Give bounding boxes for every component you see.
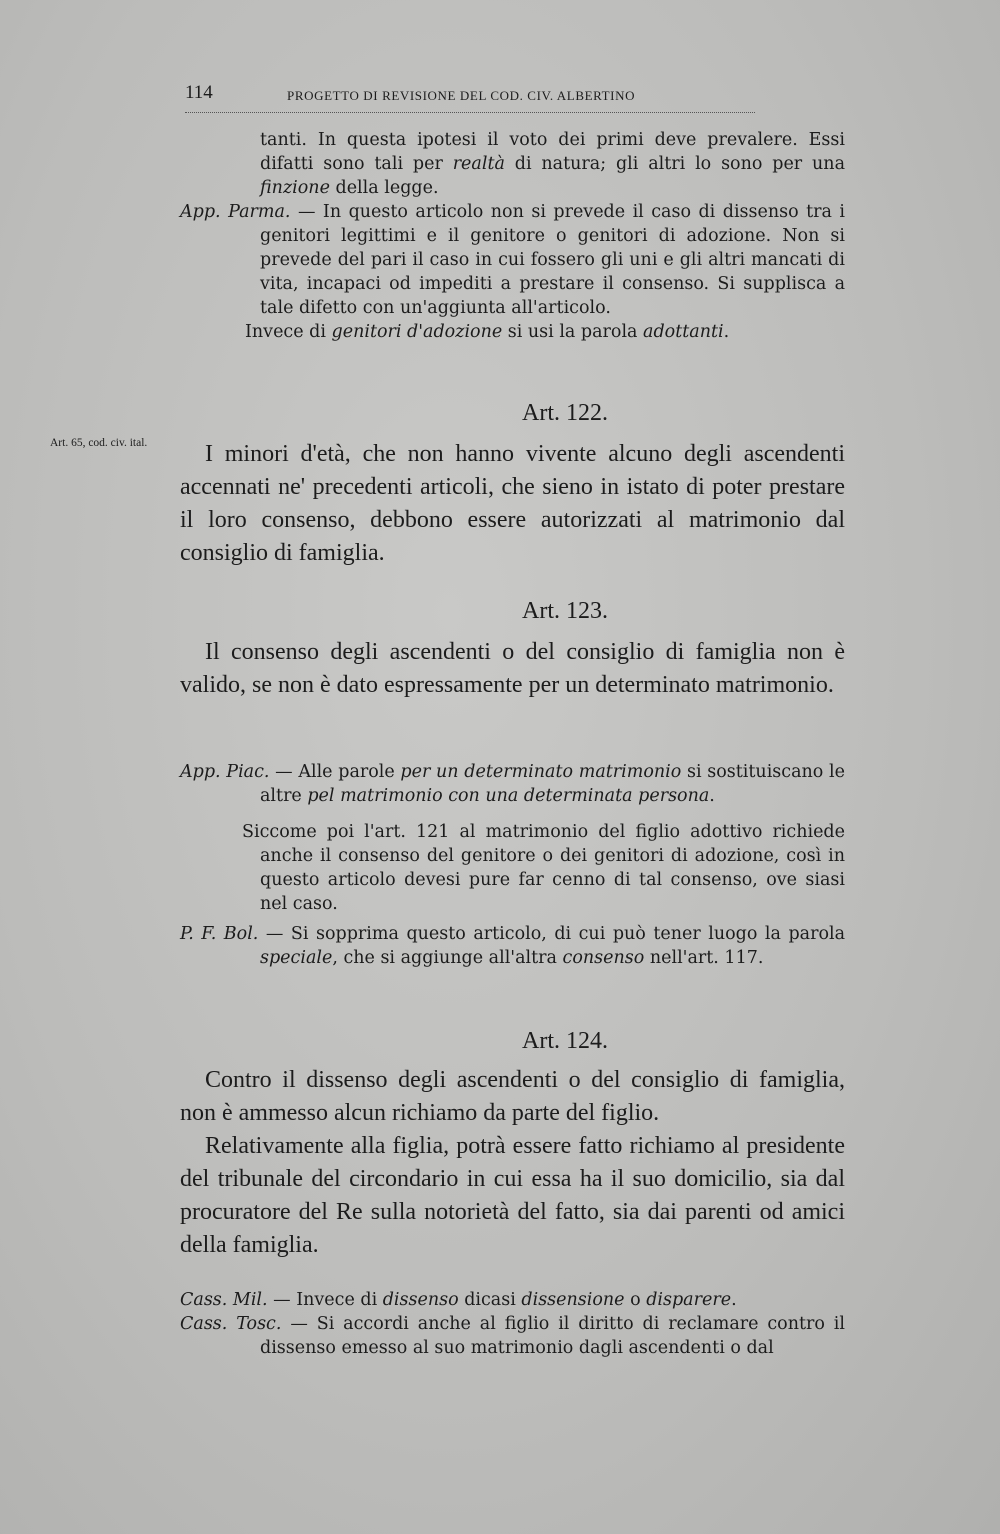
italic-run: realtà (452, 154, 505, 174)
note-adottanti (180, 320, 845, 344)
article-paragraph: Relativamente alla figlia, potrà essere fatto richiamo al presidente del tribunale del circondario in cui essa ha il suo domicilio, sia dal procuratore del Re sulla notorietà del fatto, sia dai parenti od amici della famiglia. (180, 1133, 845, 1258)
note-source: P. F. Bol. (180, 924, 259, 944)
running-title: PROGETTO DI REVISIONE DEL COD. CIV. ALBERTINO (287, 88, 636, 103)
text-run: , che si aggiunge all'altra (332, 948, 563, 968)
art-123-notes (180, 760, 845, 970)
note-cass-mil (180, 1288, 845, 1312)
italic-run: adottanti (643, 322, 724, 342)
article-paragraph: Il consenso degli ascendenti o del consiglio di famiglia non è valido, se non è dato espressamente per un determinato matrimonio. (180, 639, 845, 698)
note-app-piac (180, 760, 845, 808)
italic-run: dissensione (521, 1290, 625, 1310)
margin-note: Art. 65, cod. civ. ital. (50, 437, 148, 449)
italic-run: dissenso (382, 1290, 459, 1310)
page-number: 114 (185, 82, 213, 103)
art-124-notes (180, 1288, 845, 1360)
text-run: Siccome poi l'art. 121 al matrimonio del figlio adottivo richiede anche il consenso del genitore o dei genitori di adozione, così in questo articolo devesi pure far cenno di tal consenso, ove siasi nel caso. (242, 822, 845, 914)
art-122-text (180, 438, 845, 570)
text-run: tanti. In questa ipotesi il voto dei primi deve prevalere. Essi difatti sono tali per (260, 130, 845, 174)
text-run: dicasi (458, 1290, 522, 1310)
note-source: App. Piac. (180, 762, 270, 782)
italic-run: pel matrimonio con una determinata persona (307, 786, 710, 806)
italic-run: per un determinato matrimonio (400, 762, 682, 782)
note-continuation (180, 128, 845, 200)
text-run: . (731, 1290, 737, 1310)
note-source: Cass. Mil. (180, 1290, 268, 1310)
text-run: — Si accordi anche al figlio il diritto di reclamare contro il dissenso emesso al suo matrimonio dagli ascendenti o dal (260, 1314, 845, 1358)
note-cass-tosc (180, 1312, 845, 1360)
text-run: — In questo articolo non si prevede il caso di dissenso tra i genitori legittimi e il genitore o genitori di adozione. Non si prevede del pari il caso in cui fossero gli uni e gli altri mancati di vita, incapaci od impediti a prestare il consenso. Si supplisca a tale difetto con un'aggiunta all'articolo. (260, 202, 846, 318)
text-run: della legge. (329, 178, 439, 198)
article-paragraph: I minori d'età, che non hanno vivente alcuno degli ascendenti accennati ne' precedenti articoli, che sieno in istato di poter prestare il loro consenso, debbono essere autorizzati al matrimonio dal consiglio di famiglia. (180, 441, 845, 566)
text-run: — Invece di (267, 1290, 383, 1310)
text-run: si sostituiscano le altre (260, 762, 845, 806)
art-123-heading: Art. 123. (522, 598, 608, 624)
article-paragraph: Contro il dissenso degli ascendenti o del consiglio di famiglia, non è ammesso alcun richiamo da parte del figlio. (180, 1067, 845, 1126)
text-run: o (624, 1290, 647, 1310)
note-siccome (180, 820, 845, 916)
art-123-text (180, 636, 845, 702)
text-run: si usi la parola (502, 322, 644, 342)
art-122-heading: Art. 122. (522, 400, 608, 426)
note-source: App. Parma. (180, 202, 291, 222)
text-run: nell'art. 117. (644, 948, 764, 968)
note-source: Cass. Tosc. (180, 1314, 282, 1334)
art-124-heading: Art. 124. (522, 1028, 608, 1054)
note-pf-bol (180, 922, 845, 970)
top-notes (180, 128, 845, 344)
text-run: Invece di (245, 322, 332, 342)
page-header (185, 82, 755, 113)
text-run: . (709, 786, 715, 806)
art-124-text (180, 1064, 845, 1262)
text-run: . (723, 322, 730, 342)
italic-run: consenso (562, 948, 645, 968)
text-run: — Alle parole (269, 762, 401, 782)
text-run: — Si sopprima questo articolo, di cui può tener luogo la parola (258, 924, 846, 944)
italic-run: speciale (260, 948, 333, 968)
italic-run: disparere (646, 1290, 732, 1310)
italic-run: genitori d'adozione (331, 322, 503, 342)
text-run: di natura; gli altri lo sono per una (504, 154, 845, 174)
italic-run: finzione (260, 178, 330, 198)
note-app-parma (180, 200, 845, 320)
